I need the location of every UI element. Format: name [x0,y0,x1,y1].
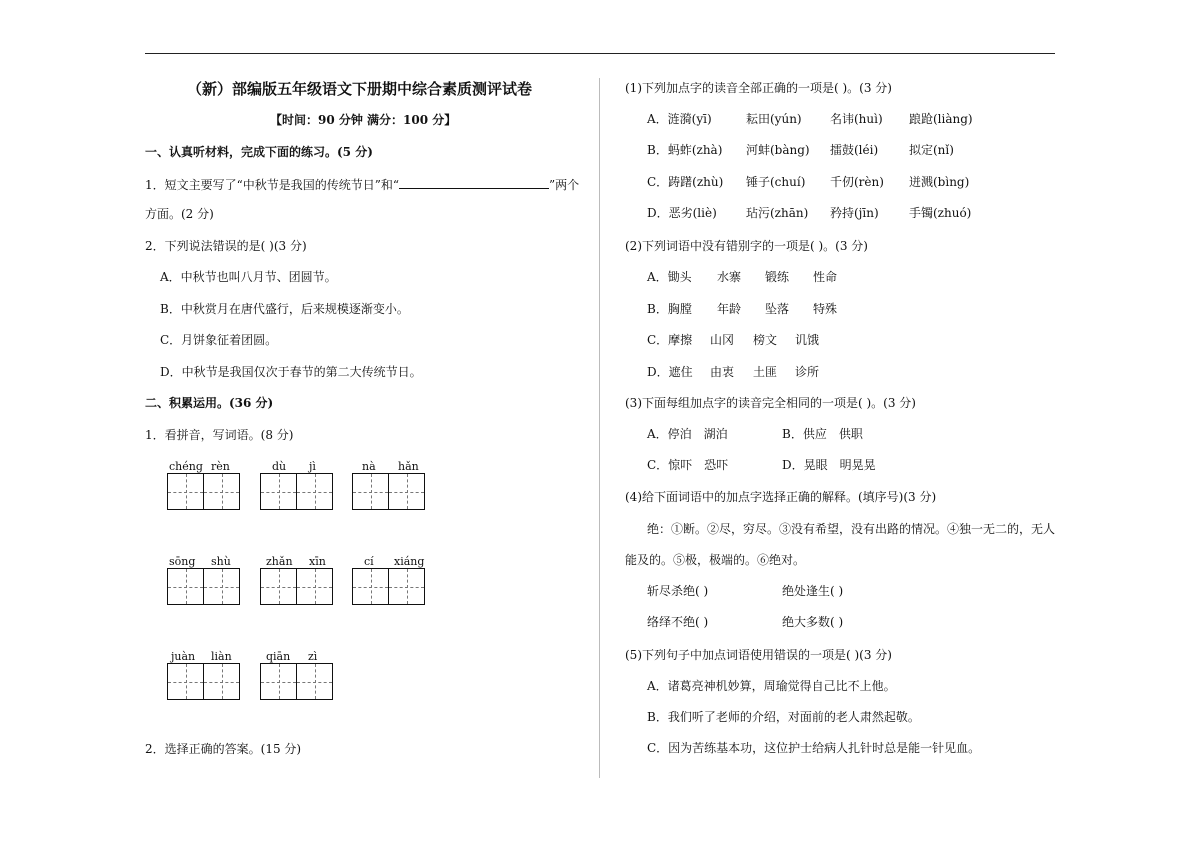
option-word: 名讳(huì) [830,112,883,126]
option-word: 拟定(nǐ) [909,143,954,157]
word-with-blank: 络绎不绝( ) [647,615,709,629]
question-2-stem: 2．下列说法错误的是( )(3 分) [145,239,307,253]
option-word: 榜文 [753,333,778,347]
option-word: D．遮住 [647,365,693,379]
pinyin-syllable: sōng [169,555,196,568]
pinyin-syllable: xiáng [394,555,425,568]
option-word: 由衷 [710,365,735,379]
top-rule [145,53,1055,54]
option-word: D．恶劣(liè) [647,206,717,220]
pinyin-syllable: nà [362,460,376,473]
option-word: 性命 [813,270,838,284]
word-with-blank: 斩尽杀绝( ) [647,584,709,598]
pinyin-syllable: qiān [266,650,291,663]
option-word: 锻练 [765,270,790,284]
part-5-option-a: A．诸葛亮神机妙算，周瑜觉得自己比不上他。 [647,679,896,693]
part-3-stem: (3)下面每组加点字的读音完全相同的一项是( )。(3 分) [625,396,916,410]
section-1-heading: 一、认真听材料，完成下面的练习。(5 分) [145,145,373,159]
question-1-line1 [145,177,579,191]
option-pair: B．供应 供职 [782,427,863,441]
pinyin-syllable: juàn [171,650,196,663]
question-2-option-a: A．中秋节也叫八月节、团圆节。 [160,270,337,284]
word-with-blank: 绝大多数( ) [782,615,844,629]
answer-blank[interactable] [399,177,549,189]
option-pair: D．晃眼 明晃晃 [782,458,876,472]
question-1-text-post: ”两个 [549,178,580,192]
part-4-stem: (4)给下面词语中的加点字选择正确的解释。(填序号)(3 分) [625,490,937,504]
writing-box[interactable] [203,568,240,605]
option-word: 玷污(zhān) [746,206,809,220]
option-word: 矜持(jīn) [830,206,879,220]
part-5-stem: (5)下列句子中加点词语使用错误的一项是( )(3 分) [625,648,892,662]
writing-box[interactable] [260,473,297,510]
pinyin-syllable: zhǎn [266,555,293,568]
option-pair: A．停泊 湖泊 [647,427,728,441]
part-1-stem: (1)下列加点字的读音全部正确的一项是( )。(3 分) [625,81,892,95]
option-pair: C．惊吓 恐吓 [647,458,729,472]
option-word: C．踌躇(zhù) [647,175,724,189]
writing-box[interactable] [296,473,333,510]
part-2-stem: (2)下列词语中没有错别字的一项是( )。(3 分) [625,239,868,253]
option-word: 诊所 [795,365,820,379]
writing-box[interactable] [388,473,425,510]
option-word: 坠落 [765,302,790,316]
option-word: C．摩擦 [647,333,693,347]
pinyin-syllable: shù [211,555,231,568]
writing-box[interactable] [203,473,240,510]
option-word: 山冈 [710,333,735,347]
option-word: A．锄头 [647,270,692,284]
pinyin-syllable: rèn [211,460,230,473]
pinyin-syllable: hǎn [398,460,419,473]
pinyin-syllable: zì [308,650,318,663]
pinyin-syllable: dù [272,460,287,473]
part-5-option-c: C．因为苦练基本功，这位护士给病人扎针时总是能一针见血。 [647,741,981,755]
question-2-option-b: B．中秋赏月在唐代盛行，后来规模逐渐变小。 [160,302,409,316]
writing-box[interactable] [167,568,204,605]
option-word: 迸溅(bìng) [909,175,970,189]
part-5-option-b: B．我们听了老师的介绍，对面前的老人肃然起敬。 [647,710,920,724]
section-2-question-1: 1．看拼音，写词语。(8 分) [145,428,294,442]
option-word: 耘田(yún) [746,112,802,126]
column-divider [599,78,600,778]
option-word: B．蚂蚱(zhà) [647,143,723,157]
option-word: 锤子(chuí) [746,175,806,189]
question-1-text-pre: 1．短文主要写了“中秋节是我国的传统节日”和“ [145,178,400,192]
option-word: 擂鼓(léi) [830,143,879,157]
pinyin-syllable: cí [364,555,374,568]
writing-box[interactable] [388,568,425,605]
option-word: 讥饿 [795,333,820,347]
option-word: 特殊 [813,302,838,316]
writing-box[interactable] [260,568,297,605]
section-2-question-2: 2．选择正确的答案。(15 分) [145,742,302,756]
option-word: B．胸膛 [647,302,692,316]
pinyin-syllable: chéng [169,460,203,473]
writing-box[interactable] [296,568,333,605]
part-4-definition-line1: 绝：①断。②尽，穷尽。③没有希望，没有出路的情况。④独一无二的，无人 [647,522,1056,536]
option-word: 手镯(zhuó) [909,206,972,220]
word-with-blank: 绝处逢生( ) [782,584,844,598]
part-4-definition-line2: 能及的。⑤极，极端的。⑥绝对。 [625,553,806,567]
option-word: 水寨 [717,270,742,284]
writing-box[interactable] [203,663,240,700]
option-word: 年龄 [717,302,742,316]
pinyin-syllable: jì [309,460,316,473]
writing-box[interactable] [352,568,389,605]
writing-box[interactable] [352,473,389,510]
question-2-option-c: C．月饼象征着团圆。 [160,333,278,347]
pinyin-syllable: liàn [211,650,232,663]
option-word: 踉跄(liàng) [909,112,973,126]
page-subtitle: 【时间：90 分钟 满分：100 分】 [270,113,457,127]
writing-box[interactable] [167,473,204,510]
option-word: 土匪 [753,365,778,379]
option-word: A．涟漪(yī) [647,112,712,126]
option-word: 千仞(rèn) [830,175,884,189]
page-title: （新）部编版五年级语文下册期中综合素质测评试卷 [187,80,533,98]
option-word: 河蚌(bàng) [746,143,810,157]
question-2-option-d: D．中秋节是我国仅次于春节的第二大传统节日。 [160,365,422,379]
writing-box[interactable] [296,663,333,700]
pinyin-syllable: xīn [309,555,326,568]
writing-box[interactable] [167,663,204,700]
writing-box[interactable] [260,663,297,700]
question-1-line2: 方面。(2 分) [145,207,214,221]
section-2-heading: 二、积累运用。(36 分) [145,396,274,410]
